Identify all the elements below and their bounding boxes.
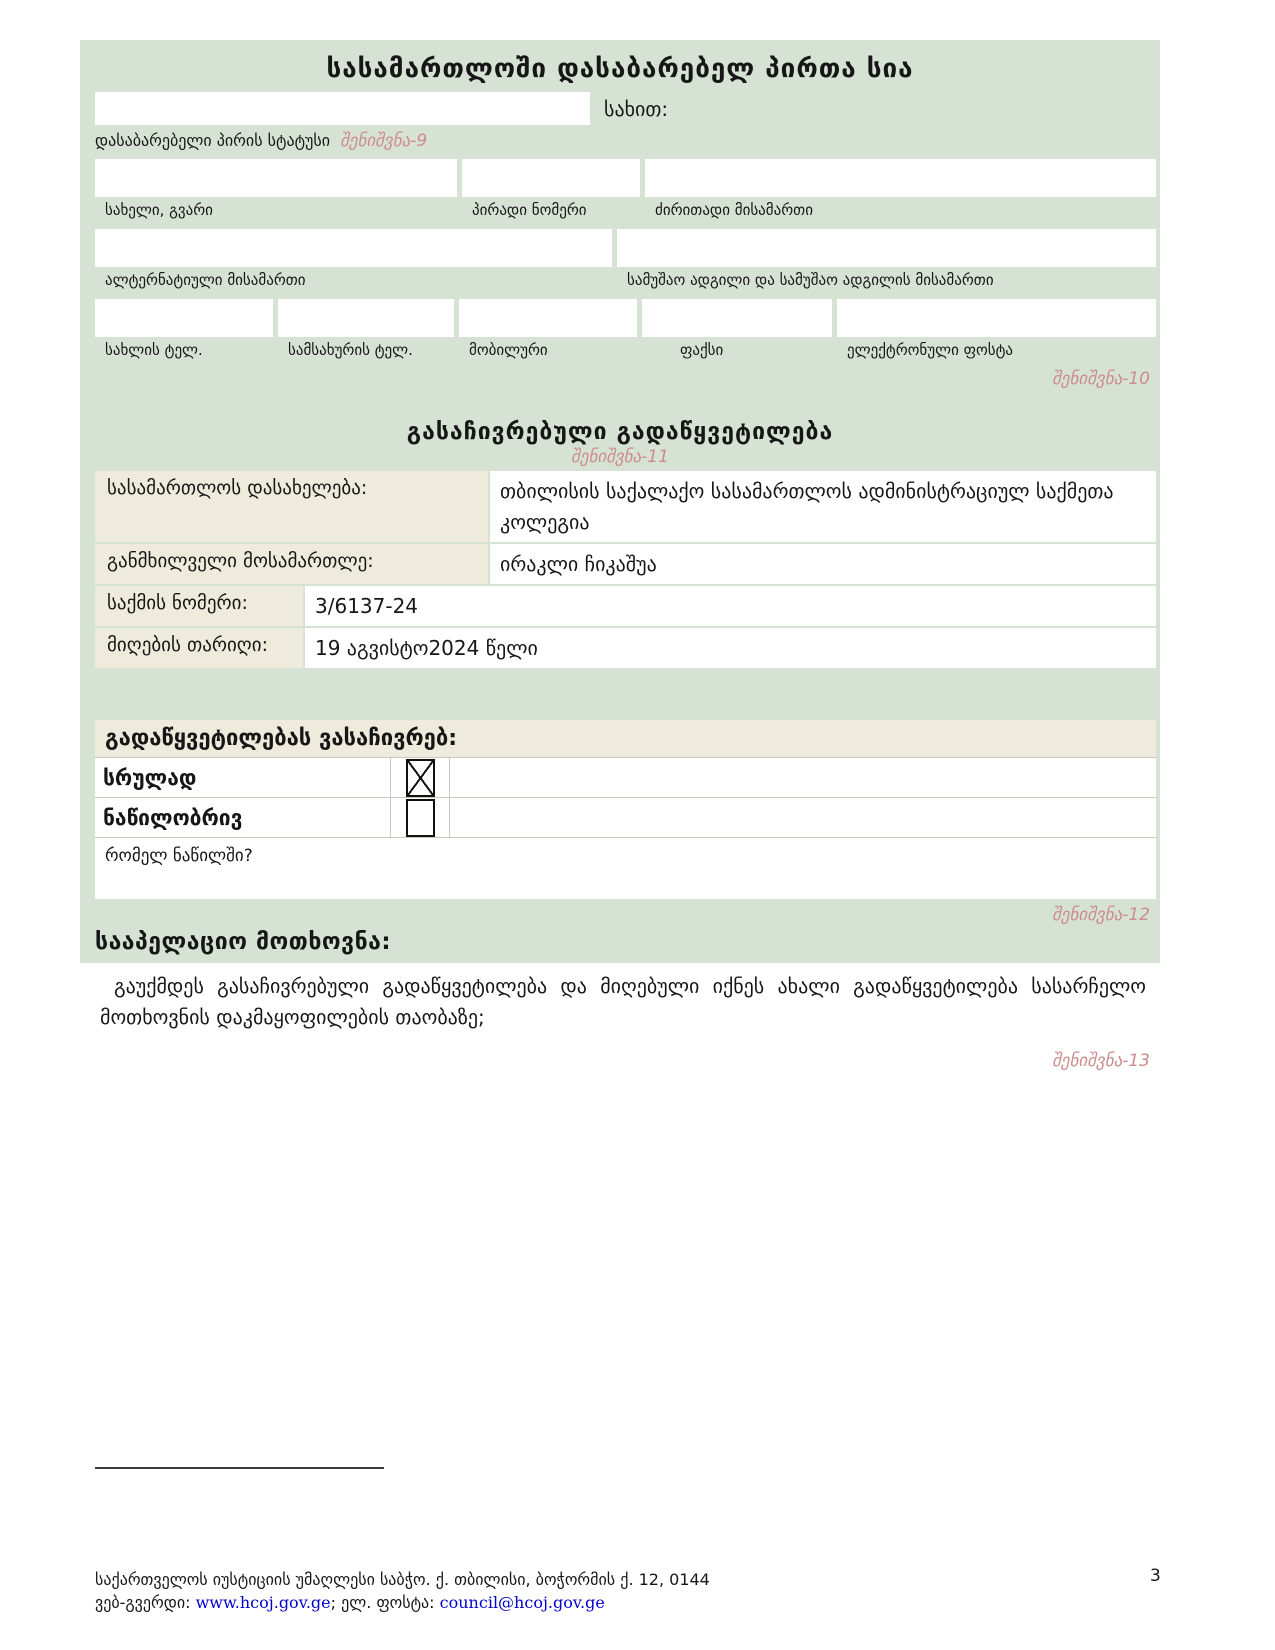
court-row xyxy=(95,471,1156,542)
footer-web-label: ვებ-გვერდი: xyxy=(95,1593,191,1613)
appealed-decision-title: გასაჩივრებული გადაწყვეტილება xyxy=(406,419,834,445)
scope-partial-checkbox[interactable] xyxy=(406,799,435,837)
note-13: შენიშვნა-13 xyxy=(1052,1051,1150,1071)
footer-address: საქართველოს იუსტიციის უმაღლესი საბჭო. ქ. თბილისი, ბოჭორმის ქ. 12, 0144 xyxy=(95,1570,710,1589)
footer-email-link[interactable]: council@hcoj.gov.ge xyxy=(439,1593,605,1613)
email-input[interactable] xyxy=(837,299,1156,337)
work-phone-input[interactable] xyxy=(278,299,454,337)
footer-email-label: ელ. ფოსტა: xyxy=(341,1593,435,1613)
main-address-label: ძირითადი მისამართი xyxy=(655,201,813,219)
appeal-scope-header: გადაწყვეტილებას ვასაჩივრებ: xyxy=(95,720,1156,757)
note-9: შენიშვნა-9 xyxy=(340,131,428,151)
workplace-input[interactable] xyxy=(617,229,1156,267)
receipt-date-row xyxy=(95,628,1156,668)
name-surname-label: სახელი, გვარი xyxy=(105,201,213,219)
note-10: შენიშვნა-10 xyxy=(1052,369,1150,389)
mobile-input[interactable] xyxy=(459,299,637,337)
home-phone-input[interactable] xyxy=(95,299,273,337)
case-number-value: 3/6137-24 xyxy=(305,586,1156,626)
status-label: დასაბარებელი პირის სტატუსი xyxy=(95,131,331,150)
scope-full-label: სრულად xyxy=(103,765,197,790)
email-label: ელექტრონული ფოსტა xyxy=(847,341,1014,359)
workplace-label: სამუშაო ადგილი და სამუშაო ადგილის მისამართი xyxy=(627,271,994,289)
appeal-request-text: გაუქმდეს გასაჩივრებული გადაწყვეტილება და მიღებული იქნეს ახალი გადაწყვეტილება სასარჩელო მოთხოვნის დაკმაყოფილების თაობაზე; xyxy=(80,963,1160,1047)
work-phone-label: სამსახურის ტელ. xyxy=(288,341,413,359)
appeal-scope-section xyxy=(95,720,1156,899)
note-12: შენიშვნა-12 xyxy=(1052,905,1150,925)
judge-row xyxy=(95,544,1156,584)
which-part-label: რომელ ნაწილში? xyxy=(105,846,253,866)
appeal-request-heading: სააპელაციო მოთხოვნა: xyxy=(95,929,392,955)
role-suffix-label: სახით: xyxy=(604,96,669,121)
footnote-divider xyxy=(95,1467,384,1469)
mobile-label: მობილური xyxy=(469,341,548,359)
scope-full-checkbox[interactable] xyxy=(406,759,435,797)
fax-label: ფაქსი xyxy=(680,341,724,359)
court-value: თბილისის საქალაქო სასამართლოს ადმინისტრაციულ საქმეთა კოლეგია xyxy=(490,471,1156,542)
judge-label: განმხილველი მოსამართლე: xyxy=(95,544,488,584)
decision-table xyxy=(95,471,1156,668)
note-11: შენიშვნა-11 xyxy=(571,447,669,467)
home-phone-label: სახლის ტელ. xyxy=(105,341,203,359)
fields-row-1 xyxy=(95,159,1156,229)
footer-web-link[interactable]: www.hcoj.gov.ge xyxy=(195,1593,331,1613)
personal-number-label: პირადი ნომერი xyxy=(472,201,587,219)
summoned-person-input[interactable] xyxy=(95,92,590,125)
name-surname-input[interactable] xyxy=(95,159,457,197)
which-part-field[interactable] xyxy=(95,837,1156,899)
fields-row-3 xyxy=(95,299,1156,369)
scope-full-row xyxy=(95,757,1156,797)
judge-value: ირაკლი ჩიკაშუა xyxy=(490,544,1156,584)
scope-partial-label: ნაწილობრივ xyxy=(103,805,243,830)
footer xyxy=(95,1568,710,1614)
receipt-date-label: მიღების თარიღი: xyxy=(95,628,303,668)
alt-address-label: ალტერნატიული მისამართი xyxy=(105,271,306,289)
receipt-date-value: 19 აგვისტო2024 წელი xyxy=(305,628,1156,668)
page-number: 3 xyxy=(1150,1566,1161,1586)
main-address-input[interactable] xyxy=(645,159,1156,197)
footer-contacts: ვებ-გვერდი: www.hcoj.gov.ge; ელ. ფოსტა: council@hcoj.gov.ge xyxy=(95,1593,605,1613)
personal-number-input[interactable] xyxy=(462,159,640,197)
summons-form-panel xyxy=(80,40,1160,1071)
fax-input[interactable] xyxy=(642,299,832,337)
fields-row-2 xyxy=(95,229,1156,299)
case-number-row xyxy=(95,586,1156,626)
scope-partial-row xyxy=(95,797,1156,837)
summons-title: სასამართლოში დასაბარებელ პირთა სია xyxy=(326,54,914,84)
case-number-label: საქმის ნომერი: xyxy=(95,586,303,626)
alt-address-input[interactable] xyxy=(95,229,612,267)
court-label: სასამართლოს დასახელება: xyxy=(95,471,488,542)
